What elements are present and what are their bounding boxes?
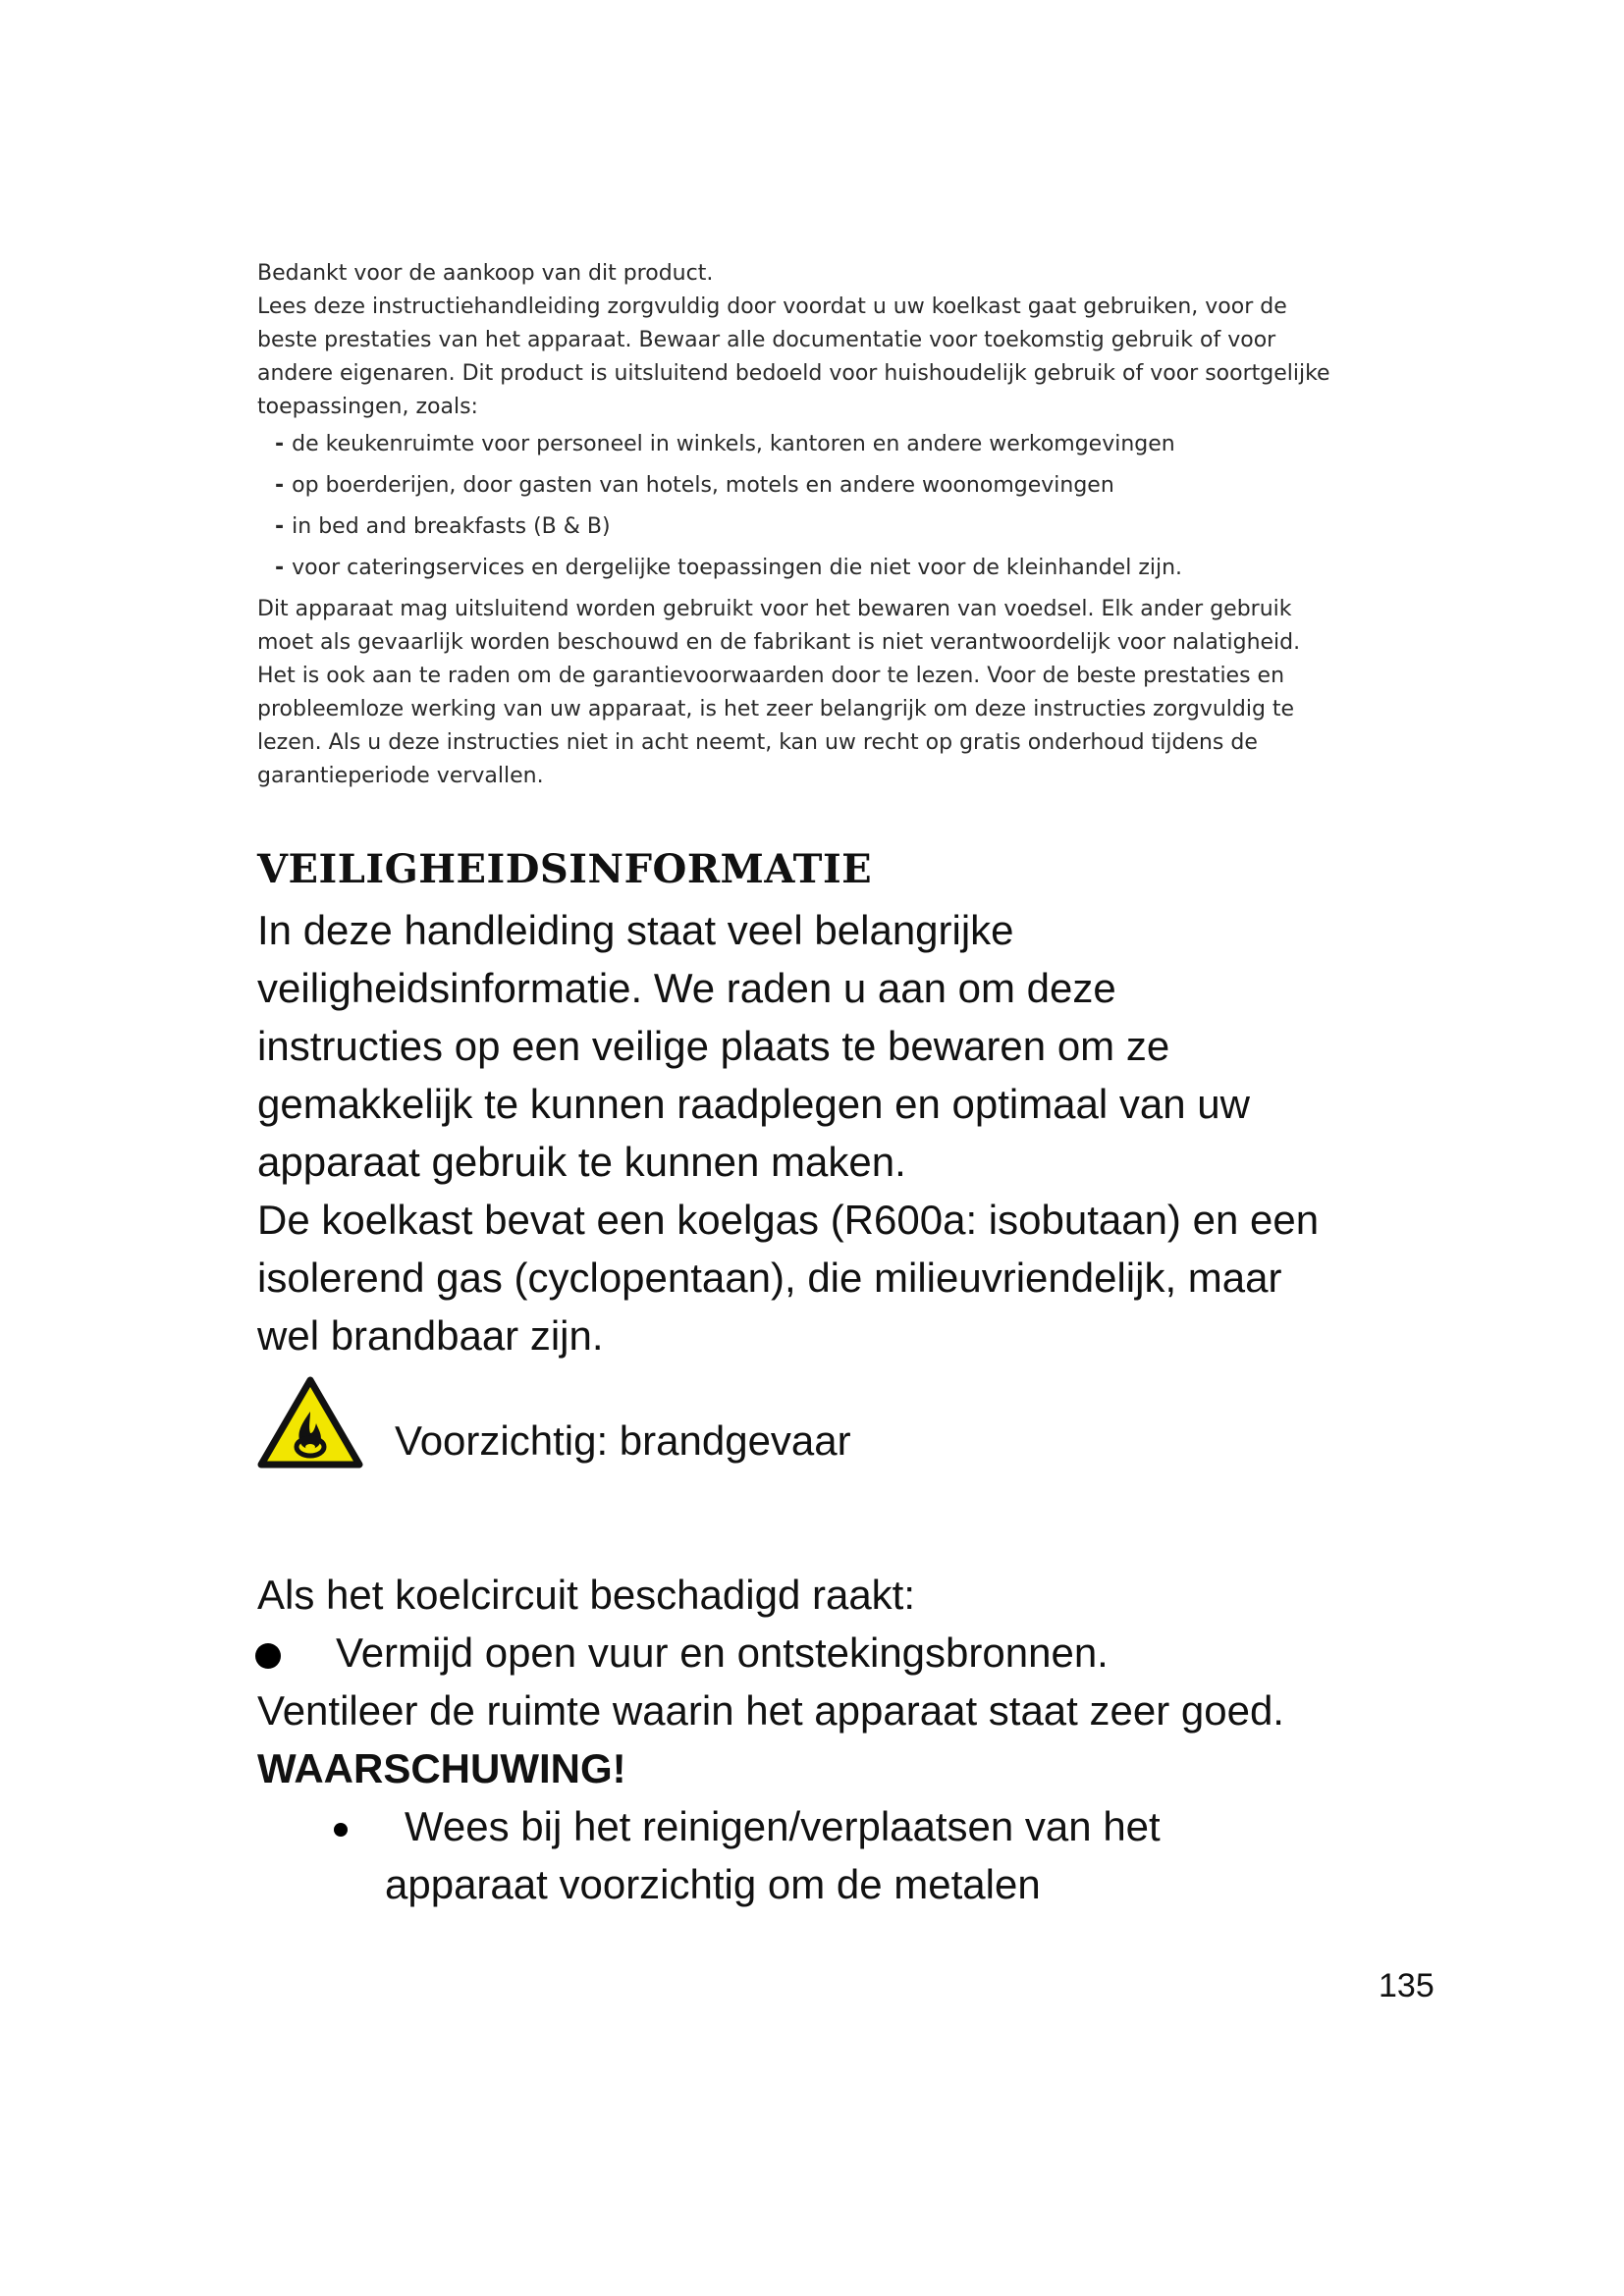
list-item-text: op boerderijen, door gasten van hotels, motels en andere woonomgevingen — [292, 473, 1114, 498]
safety-line: wel brandbaar zijn. — [257, 1312, 604, 1359]
warning-bullet-text: Wees bij het reinigen/verplaatsen van het — [405, 1803, 1161, 1849]
ventilate-line: Ventileer de ruimte waarin het apparaat staat zeer goed. — [257, 1687, 1284, 1734]
warning-heading: WAARSCHUWING! — [257, 1745, 626, 1791]
safety-line: De koelkast bevat een koelgas (R600a: isobutaan) en een — [257, 1197, 1320, 1243]
intro-line: andere eigenaren. Dit product is uitsluitend bedoeld voor huishoudelijk gebruik of voor soortgelijke — [257, 361, 1330, 386]
intro-line: moet als gevaarlijk worden beschouwd en de fabrikant is niet verantwoordelijk voor nalatigheid. — [257, 630, 1301, 655]
warning-bullet — [257, 1797, 1396, 1855]
intro-line: toepassingen, zoals: — [257, 395, 478, 419]
intro-line: Lees deze instructiehandleiding zorgvuldig door voordat u uw koelkast gaat gebruiken, voor de — [257, 294, 1287, 319]
dash-bullet-icon: - — [275, 514, 285, 539]
dash-bullet-icon: - — [275, 432, 285, 456]
intro-line: probleemloze werking van uw apparaat, is het zeer belangrijk om deze instructies zorgvuldig te — [257, 697, 1295, 721]
intro-line: lezen. Als u deze instructies niet in acht neemt, kan uw recht op gratis onderhoud tijdens de — [257, 730, 1258, 755]
list-item — [275, 507, 1377, 548]
list-item-text: in bed and breakfasts (B & B) — [292, 514, 611, 539]
circuit-section — [257, 1566, 1396, 1913]
bullet-icon — [334, 1823, 348, 1837]
intro-line: Bedankt voor de aankoop van dit product. — [257, 261, 714, 286]
safety-line: apparaat gebruik te kunnen maken. — [257, 1139, 906, 1185]
safety-text — [257, 901, 1396, 1364]
intro-paragraph-2 — [257, 593, 1377, 793]
dash-bullet-icon: - — [275, 473, 285, 498]
caution-row — [257, 1376, 1239, 1474]
list-item — [275, 548, 1377, 589]
fire-hazard-warning-icon — [257, 1376, 363, 1470]
section-title: VEILIGHEIDSINFORMATIE — [257, 846, 873, 892]
intro-line: Dit apparaat mag uitsluitend worden gebruikt voor het bewaren van voedsel. Elk ander gebruik — [257, 597, 1292, 621]
intro-line: beste prestaties van het apparaat. Bewaar alle documentatie voor toekomstig gebruik of voor — [257, 328, 1276, 352]
page-number: 135 — [1379, 1967, 1435, 2004]
bullet-icon — [255, 1643, 281, 1669]
intro-line: garantieperiode vervallen. — [257, 764, 544, 788]
safety-line: isolerend gas (cyclopentaan), die milieuvriendelijk, maar — [257, 1255, 1282, 1301]
safety-line: In deze handleiding staat veel belangrijke — [257, 907, 1014, 953]
safety-line: gemakkelijk te kunnen raadplegen en optimaal van uw — [257, 1081, 1250, 1127]
dash-bullet-icon: - — [275, 556, 285, 580]
circuit-bullet — [257, 1624, 1396, 1682]
intro-line: Het is ook aan te raden om de garantievoorwaarden door te lezen. Voor de beste prestaties en — [257, 664, 1285, 688]
safety-line: instructies op een veilige plaats te bewaren om ze — [257, 1023, 1170, 1069]
list-item — [275, 424, 1377, 465]
list-item-text: de keukenruimte voor personeel in winkels, kantoren en andere werkomgevingen — [292, 432, 1175, 456]
circuit-bullet-text: Vermijd open vuur en ontstekingsbronnen. — [336, 1629, 1109, 1676]
caution-label: Voorzichtig: brandgevaar — [395, 1417, 851, 1464]
list-item-text: voor cateringservices en dergelijke toepassingen die niet voor de kleinhandel zijn. — [292, 556, 1183, 580]
circuit-heading: Als het koelcircuit beschadigd raakt: — [257, 1572, 916, 1618]
warning-bullet-continuation: apparaat voorzichtig om de metalen — [385, 1861, 1041, 1907]
list-item — [275, 465, 1377, 507]
intro-list — [257, 424, 1377, 589]
intro-section — [257, 257, 1377, 793]
safety-line: veiligheidsinformatie. We raden u aan om deze — [257, 965, 1116, 1011]
